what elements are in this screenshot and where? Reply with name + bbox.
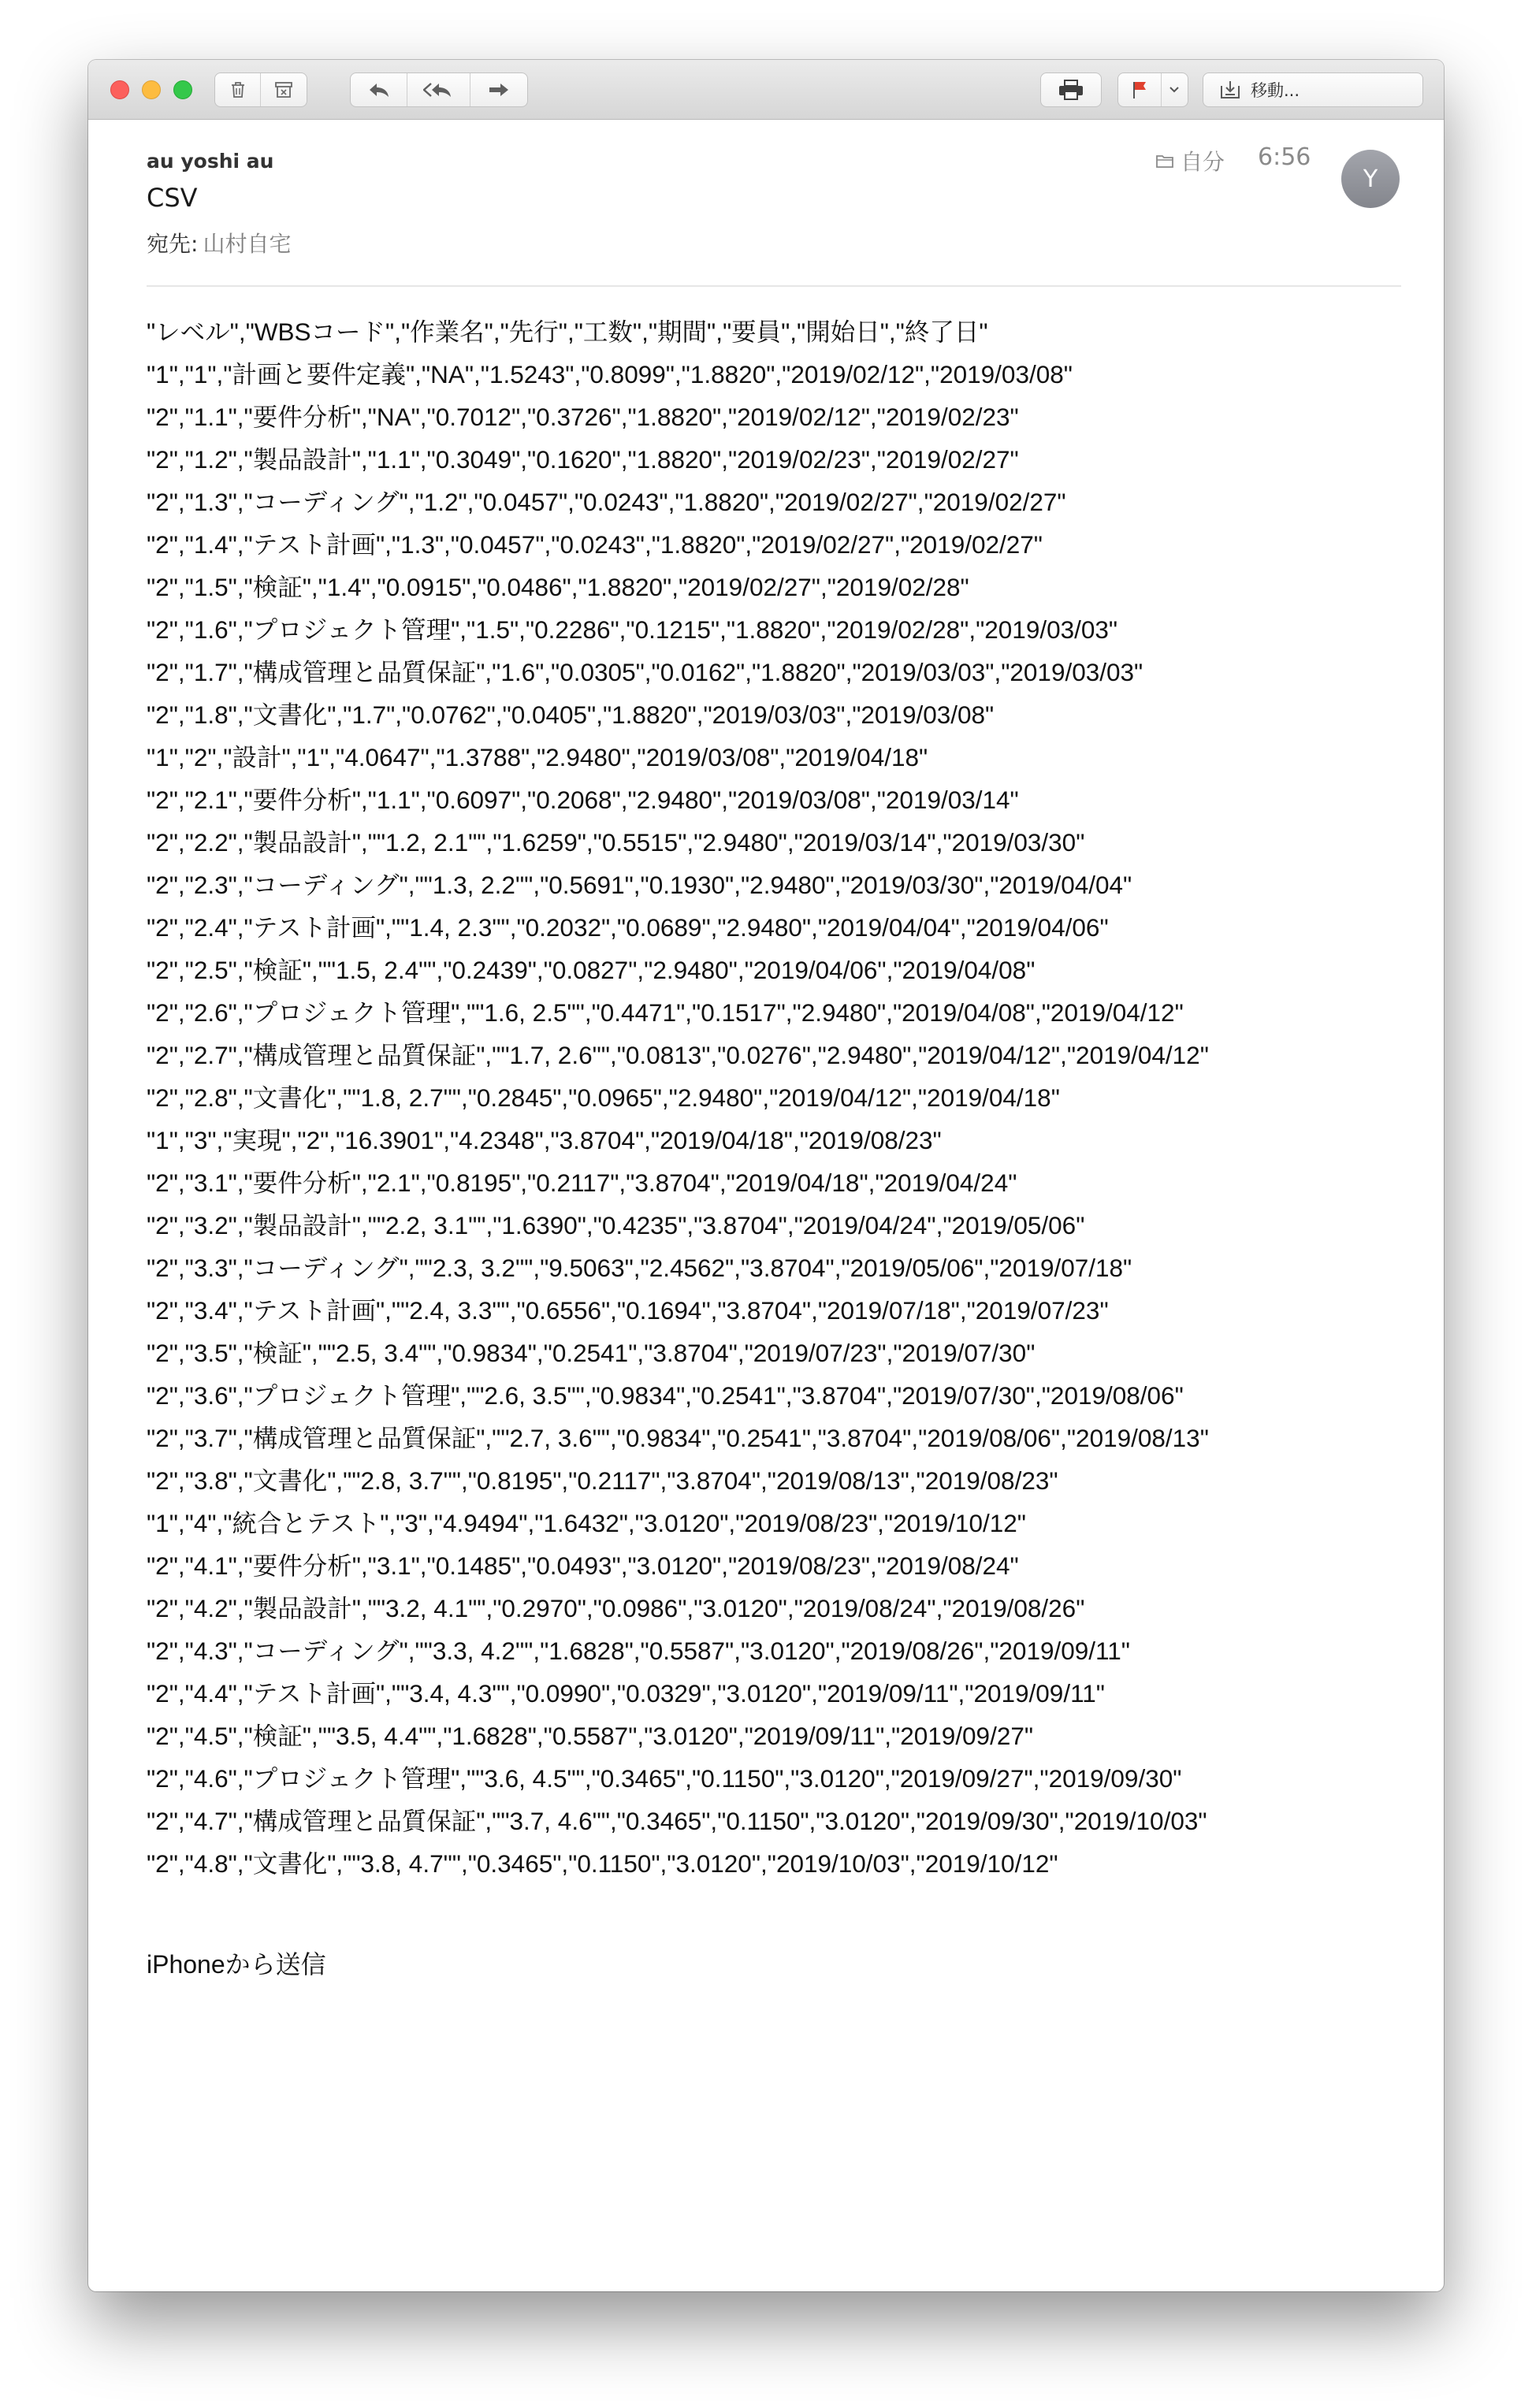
signature: iPhoneから送信 <box>147 1950 326 1979</box>
body-line: "2","1.8","文書化","1.7","0.0762","0.0405","1.8820","2019/03/03","2019/03/08" <box>147 700 995 729</box>
reply-forward-group <box>350 72 528 107</box>
print-icon <box>1058 79 1084 101</box>
flag-icon <box>1131 80 1148 100</box>
print-group <box>1040 72 1102 107</box>
body-line: "2","3.6","プロジェクト管理",""2.6, 3.5"","0.9834","0.2541","3.8704","2019/07/30","2019/08/06" <box>147 1381 1184 1410</box>
trash-icon <box>229 80 247 99</box>
delete-archive-group <box>214 72 307 107</box>
body-line: "2","1.3","コーディング","1.2","0.0457","0.0243","1.8820","2019/02/27","2019/02/27" <box>147 488 1066 516</box>
received-time: 6:56 <box>1258 143 1311 171</box>
toolbar <box>88 60 1444 120</box>
body-line: "2","2.3","コーディング",""1.3, 2.2"","0.5691","0.1930","2.9480","2019/03/30","2019/04/04" <box>147 871 1132 899</box>
body-line: "2","4.8","文書化",""3.8, 4.7"","0.3465","0.1150","3.0120","2019/10/03","2019/10/12" <box>147 1849 1058 1878</box>
recipient-line <box>147 227 291 258</box>
zoom-window-button[interactable] <box>173 80 192 99</box>
body-line: "2","2.4","テスト計画",""1.4, 2.3"","0.2032","0.0689","2.9480","2019/04/04","2019/04/06" <box>147 913 1109 942</box>
body-line: "2","4.4","テスト計画",""3.4, 4.3"","0.0990","0.0329","3.0120","2019/09/11","2019/09/11" <box>147 1679 1105 1708</box>
body-line: "レベル","WBSコード","作業名","先行","工数","期間","要員","開始日","終了日" <box>147 318 988 346</box>
body-line: "2","2.8","文書化",""1.8, 2.7"","0.2845","0.0965","2.9480","2019/04/12","2019/04/18" <box>147 1083 1060 1112</box>
body-line: "2","4.7","構成管理と品質保証",""3.7, 4.6"","0.3465","0.1150","3.0120","2019/09/30","2019/10/03" <box>147 1807 1207 1835</box>
move-label: 移動... <box>1251 81 1300 100</box>
message-body <box>147 310 1423 1885</box>
move-icon <box>1219 80 1241 100</box>
flag-dropdown-button[interactable] <box>1162 73 1188 106</box>
body-line: "2","1.2","製品設計","1.1","0.3049","0.1620","1.8820","2019/02/23","2019/02/27" <box>147 445 1019 474</box>
close-window-button[interactable] <box>110 80 129 99</box>
subject: CSV <box>147 183 198 213</box>
mail-window <box>88 60 1444 2291</box>
sender-name: au yoshi au <box>147 150 274 173</box>
body-line: "2","1.4","テスト計画","1.3","0.0457","0.0243","1.8820","2019/02/27","2019/02/27" <box>147 530 1043 559</box>
body-line: "2","3.2","製品設計",""2.2, 3.1"","1.6390","0.4235","3.8704","2019/04/24","2019/05/06" <box>147 1211 1085 1239</box>
body-line: "2","2.1","要件分析","1.1","0.6097","0.2068","2.9480","2019/03/08","2019/03/14" <box>147 786 1019 814</box>
delete-button[interactable] <box>215 73 261 106</box>
body-line: "2","1.6","プロジェクト管理","1.5","0.2286","0.1215","1.8820","2019/02/28","2019/03/03" <box>147 615 1118 644</box>
flag-button[interactable] <box>1118 73 1162 106</box>
flag-group <box>1117 72 1188 107</box>
body-line: "2","3.1","要件分析","2.1","0.8195","0.2117","3.8704","2019/04/18","2019/04/24" <box>147 1169 1017 1197</box>
body-line: "2","2.7","構成管理と品質保証",""1.7, 2.6"","0.0813","0.0276","2.9480","2019/04/12","2019/04/12" <box>147 1041 1209 1069</box>
forward-button[interactable] <box>470 73 527 106</box>
body-line: "1","4","統合とテスト","3","4.9494","1.6432","3.0120","2019/08/23","2019/10/12" <box>147 1509 1026 1537</box>
body-line: "2","3.4","テスト計画",""2.4, 3.3"","0.6556","0.1694","3.8704","2019/07/18","2019/07/23" <box>147 1296 1109 1325</box>
body-line: "2","3.3","コーディング",""2.3, 3.2"","9.5063","2.4562","3.8704","2019/05/06","2019/07/18" <box>147 1254 1132 1282</box>
avatar: Y <box>1341 150 1400 208</box>
body-line: "2","3.7","構成管理と品質保証",""2.7, 3.6"","0.9834","0.2541","3.8704","2019/08/06","2019/08/13" <box>147 1424 1209 1452</box>
body-line: "2","1.7","構成管理と品質保証","1.6","0.0305","0.0162","1.8820","2019/03/03","2019/03/03" <box>147 658 1143 686</box>
chevron-down-icon <box>1169 86 1180 94</box>
reply-all-icon <box>423 81 455 98</box>
header-divider <box>147 285 1401 287</box>
reply-all-button[interactable] <box>407 73 470 106</box>
recipient-name[interactable]: 山村自宅 <box>203 231 292 257</box>
move-group <box>1203 72 1423 107</box>
archive-button[interactable] <box>261 73 307 106</box>
mailbox-indicator <box>1155 145 1225 177</box>
body-line: "1","1","計画と要件定義","NA","1.5243","0.8099","1.8820","2019/02/12","2019/03/08" <box>147 360 1073 388</box>
move-button[interactable] <box>1203 73 1422 106</box>
reply-button[interactable] <box>351 73 407 106</box>
reply-icon <box>367 81 391 98</box>
print-button[interactable] <box>1041 73 1101 106</box>
body-line: "2","2.2","製品設計",""1.2, 2.1"","1.6259","0.5515","2.9480","2019/03/14","2019/03/30" <box>147 828 1085 857</box>
body-line: "2","3.8","文書化",""2.8, 3.7"","0.8195","0.2117","3.8704","2019/08/13","2019/08/23" <box>147 1466 1058 1495</box>
body-line: "2","1.1","要件分析","NA","0.7012","0.3726","1.8820","2019/02/12","2019/02/23" <box>147 403 1019 431</box>
body-line: "2","4.5","検証",""3.5, 4.4"","1.6828","0.5587","3.0120","2019/09/11","2019/09/27" <box>147 1722 1034 1750</box>
minimize-window-button[interactable] <box>142 80 161 99</box>
folder-icon <box>1155 153 1174 169</box>
to-label: 宛先: <box>147 231 199 257</box>
archive-icon <box>274 81 293 98</box>
body-line: "2","4.6","プロジェクト管理",""3.6, 4.5"","0.3465","0.1150","3.0120","2019/09/27","2019/09/30" <box>147 1764 1182 1793</box>
forward-icon <box>487 81 511 98</box>
body-line: "2","3.5","検証",""2.5, 3.4"","0.9834","0.2541","3.8704","2019/07/23","2019/07/30" <box>147 1339 1036 1367</box>
body-line: "2","2.6","プロジェクト管理",""1.6, 2.5"","0.4471","0.1517","2.9480","2019/04/08","2019/04/12" <box>147 998 1184 1027</box>
body-line: "2","1.5","検証","1.4","0.0915","0.0486","1.8820","2019/02/27","2019/02/28" <box>147 573 969 601</box>
body-line: "1","2","設計","1","4.0647","1.3788","2.9480","2019/03/08","2019/04/18" <box>147 743 928 771</box>
body-line: "2","4.1","要件分析","3.1","0.1485","0.0493","3.0120","2019/08/23","2019/08/24" <box>147 1551 1019 1580</box>
body-line: "1","3","実現","2","16.3901","4.2348","3.8704","2019/04/18","2019/08/23" <box>147 1126 942 1154</box>
body-line: "2","2.5","検証",""1.5, 2.4"","0.2439","0.0827","2.9480","2019/04/06","2019/04/08" <box>147 956 1036 984</box>
body-line: "2","4.2","製品設計",""3.2, 4.1"","0.2970","0.0986","3.0120","2019/08/24","2019/08/26" <box>147 1594 1085 1622</box>
mailbox-name: 自分 <box>1181 149 1225 175</box>
body-line: "2","4.3","コーディング",""3.3, 4.2"","1.6828","0.5587","3.0120","2019/08/26","2019/09/11" <box>147 1637 1130 1665</box>
